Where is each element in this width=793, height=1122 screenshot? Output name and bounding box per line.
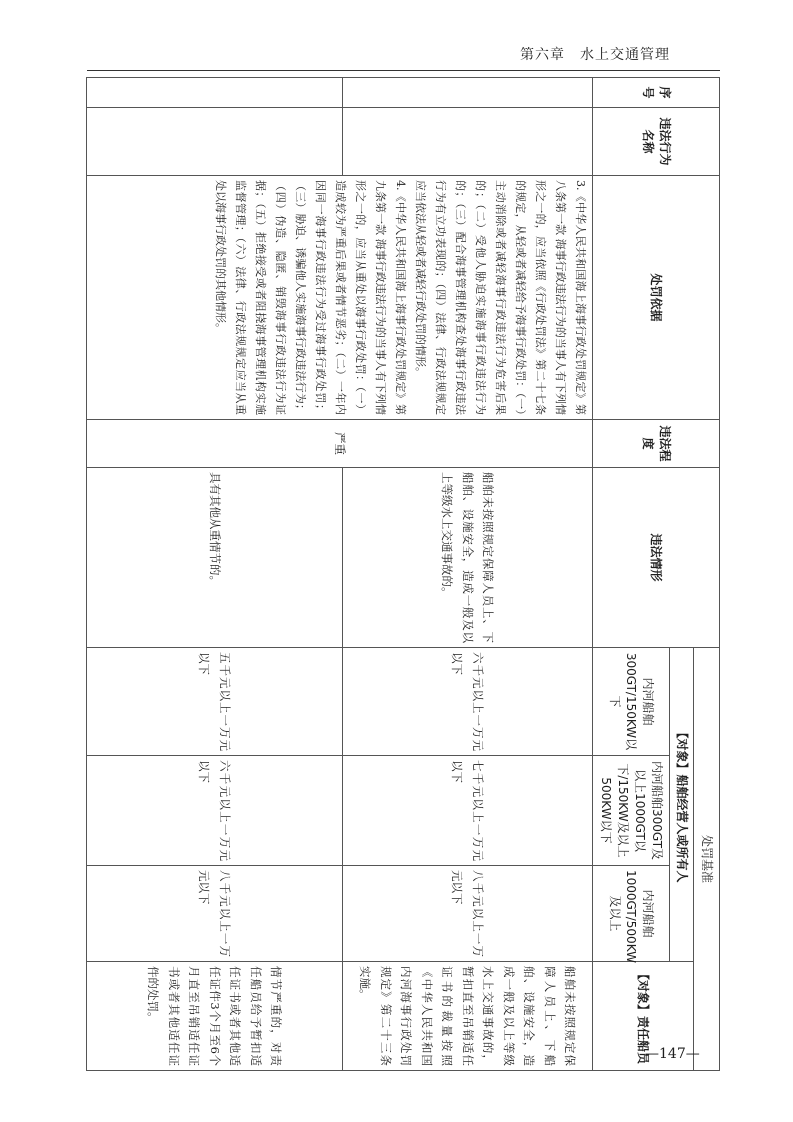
col-header-severity: 违法程度 xyxy=(593,420,720,468)
penalty-table xyxy=(86,77,720,1071)
table-row xyxy=(343,78,593,1071)
cell-violation-name xyxy=(87,108,343,176)
basis-item-3: 3.《中华人民共和国海上海事行政处罚规定》第八条第一款 海事行政违法行为的当事人有下列情形之一的，应当依照《行政处罚法》第二十七条的规定，从轻或者减轻给予海事行政处罚：（一）主动消除或者减轻海事行政违法行为危害后果的；（二）受他人胁迫实施海事行政违法行为的；（三）配合海事管理机构查处海事行政违法行为有立功表现的；（四）法律、行政法规规定应当依法从轻或者减轻行政处罚的情形。 xyxy=(414,180,587,415)
cell-crew-penalty: 情节严重的，对责任船员给予暂扣适任证书或者其他适任证件3个月至6个月直至吊销适任证书或者其他适任证件的处罚。 xyxy=(87,962,343,1071)
cell-fine-tier-a: 六千元以上一万元以下 xyxy=(343,648,593,756)
cell-fine-tier-b: 六千元以上一万元以下 xyxy=(87,756,343,866)
col-header-owner-group: 【对象】船舶经营人或所有人 xyxy=(670,648,694,962)
col-header-responsible-crew: 【对象】责任船员 xyxy=(593,962,694,1071)
cell-circumstances: 船舶未按照规定保障人员上、下船舶、设施安全，造成一般及以上等级水上交通事故的。 xyxy=(343,468,593,648)
chapter-header: 第六章 水上交通管理 xyxy=(520,47,670,63)
cell-seq xyxy=(87,78,343,108)
col-header-penalty-standard: 处罚基准 xyxy=(694,648,720,1071)
header-rule xyxy=(87,70,720,71)
cell-fine-tier-a: 五千元以上一万元以下 xyxy=(87,648,343,756)
col-header-violation-name: 违法行为名称 xyxy=(593,108,720,176)
penalty-table-rotated xyxy=(87,77,720,1070)
col-header-tier-a: 内河船舶300GT/150KW以下 xyxy=(593,648,670,756)
col-header-tier-b: 内河船舶300GT及以上1000GT以下/150KW及以上500KW以下 xyxy=(593,756,670,866)
basis-item-4: 4.《中华人民共和国海上海事行政处罚规定》第九条第一款 海事行政违法行为的当事人有下列情形之一的，应当从重处以海事行政处罚：（一）造成较为严重后果或者情节恶劣；（二）一年内因同一海事行政违法行为受过海事行政处罚；（三）胁迫、诱骗他人实施海事行政违法行为；（四）伪造、隐匿、销毁海事行政违法行为证据；（五）拒绝接受或者阻挠海事管理机构实施监督管理；（六）法律、行政法规规定应当从重处以海事行政处罚的其他情形。 xyxy=(214,180,407,415)
cell-seq xyxy=(343,78,593,108)
cell-crew-penalty: 船舶未按照规定保障人员上、下船舶、设施安全，造成一般及以上等级水上交通事故的，暂扣直至吊销适任证书的裁量按照《中华人民共和国内河海事行政处罚规定》第二十三条实施。 xyxy=(343,962,593,1071)
col-header-penalty-basis: 处罚依据 xyxy=(593,176,720,420)
cell-severity: 严重 xyxy=(87,420,593,468)
cell-penalty-basis xyxy=(87,176,593,420)
col-header-tier-c: 内河船舶1000GT/500KW及以上 xyxy=(593,866,670,962)
cell-fine-tier-b: 七千元以上一万元以下 xyxy=(343,756,593,866)
cell-fine-tier-c: 八千元以上一万元以下 xyxy=(343,866,593,962)
page-number: —147— xyxy=(645,1046,700,1062)
col-header-seq: 序号 xyxy=(593,78,720,108)
cell-violation-name xyxy=(343,108,593,176)
cell-circumstances: 具有其他从重情节的。 xyxy=(87,468,343,648)
col-header-circumstances: 违法情形 xyxy=(593,468,720,648)
cell-fine-tier-c: 八千元以上一万元以下 xyxy=(87,866,343,962)
